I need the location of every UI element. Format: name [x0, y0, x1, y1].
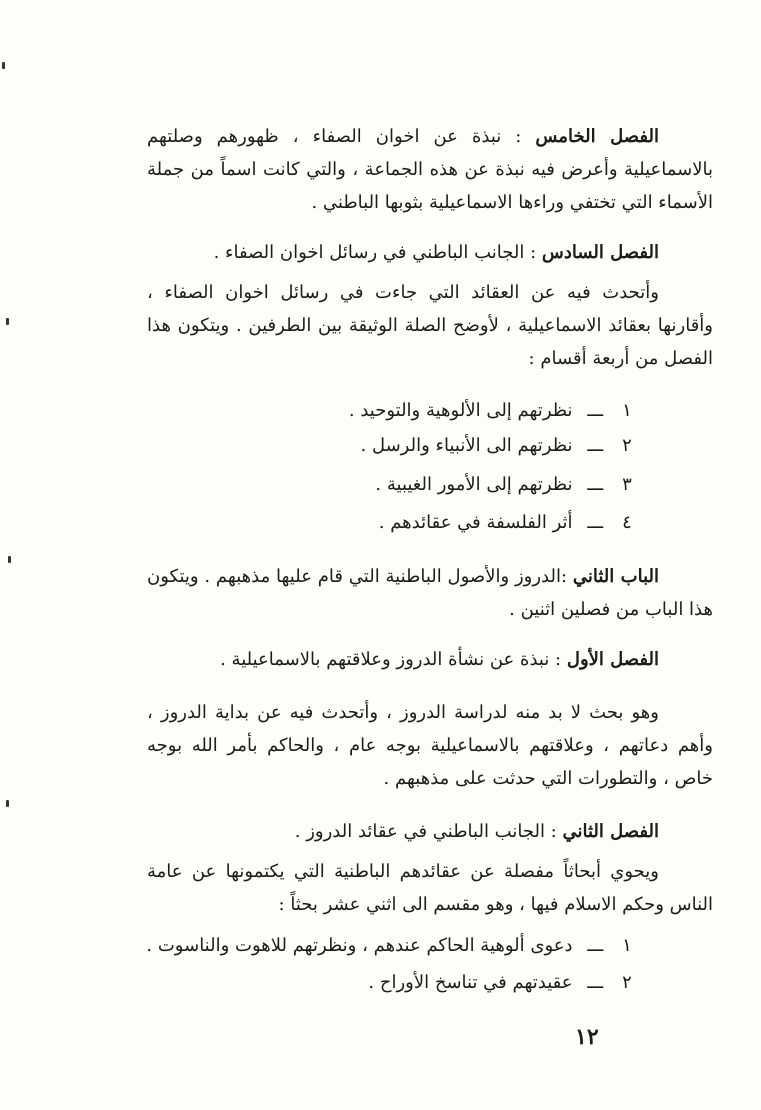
list-item — [156, 470, 636, 500]
heading-chapter-two: الفصل الثاني — [562, 821, 659, 842]
margin-mark — [2, 62, 5, 69]
paragraph-chapter-two-body — [147, 855, 713, 921]
paragraph-chapter-one-body — [147, 696, 713, 795]
list-item-dash: ـــ — [587, 474, 604, 495]
list-item — [156, 968, 636, 998]
heading-chapter-five: الفصل الخامس — [535, 126, 659, 147]
paragraph-chapter-six — [147, 236, 713, 269]
heading-part-two: الباب الثاني — [572, 566, 659, 587]
list-item-number: ٢ — [622, 435, 632, 456]
list-item-number: ٤ — [622, 512, 632, 533]
paragraph-text: ويحوي أبحاثاً مفصلة عن عقائدهم الباطنية التي يكتمونها عن عامة الناس وحكم الاسلام فيها ، وهو مقسم الى اثني عشر بحثاً : — [147, 861, 713, 915]
list-item — [156, 396, 636, 426]
list-item-number: ١ — [622, 400, 632, 421]
list-item-text: دعوى ألوهية الحاكم عندهم ، ونظرتهم للاهوت والناسوت . — [146, 935, 573, 956]
list-item-dash: ـــ — [587, 400, 604, 421]
paragraph-text: : الجانب الباطني في عقائد الدروز . — [294, 821, 557, 842]
list-item — [146, 931, 636, 961]
list-item — [156, 431, 636, 461]
paragraph-text: : الجانب الباطني في رسائل اخوان الصفاء . — [213, 242, 537, 263]
list-item-dash: ـــ — [587, 972, 604, 993]
page-number: ١٢ — [575, 1024, 599, 1050]
list-item-text: نظرتهم إلى الأمور الغيبية . — [375, 474, 573, 495]
paragraph-text: وهو بحث لا بد منه لدراسة الدروز ، وأتحدث فيه عن بداية الدروز ، وأهم دعاتهم ، وعلاقتهم بالاسماعيلية بوجه عام ، والحاكم بأمر الله بوجه خاص ، والتطورات التي حدثت على مذهبهم . — [147, 702, 713, 789]
list-item-number: ٣ — [622, 474, 632, 495]
paragraph-part-two — [147, 560, 713, 626]
margin-mark — [6, 800, 9, 807]
paragraph-chapter-six-body — [147, 276, 713, 375]
list-item-text: عقيدتهم في تناسخ الأوراح . — [368, 972, 573, 993]
list-item-text: نظرتهم إلى الألوهية والتوحيد . — [348, 400, 573, 421]
list-item-text: أثر الفلسفة في عقائدهم . — [378, 512, 573, 533]
list-item-number: ١ — [622, 935, 632, 956]
list-item-dash: ـــ — [587, 435, 604, 456]
list-item-dash: ـــ — [587, 512, 604, 533]
paragraph-text: : نبذة عن نشأة الدروز وعلاقتهم بالاسماعيلية . — [220, 649, 562, 670]
paragraph-text: وأتحدث فيه عن العقائد التي جاءت في رسائل اخوان الصفاء ، وأقارنها بعقائد الاسماعيلية ، لأوضح الصلة الوثيقة بين الطرفين . ويتكون هذا الفصل من أربعة أقسام : — [147, 282, 713, 369]
list-item-number: ٢ — [622, 972, 632, 993]
paragraph-text: :الدروز والأصول الباطنية التي قام عليها مذهبهم . ويتكون هذا الباب من فصلين اثنين . — [147, 566, 713, 620]
heading-chapter-six: الفصل السادس — [541, 242, 659, 263]
list-item — [156, 508, 636, 538]
list-item-text: نظرتهم الى الأنبياء والرسل . — [360, 435, 573, 456]
list-item-dash: ـــ — [587, 935, 604, 956]
paragraph-text: : نبذة عن اخوان الصفاء ، ظهورهم وصلتهم بالاسماعيلية وأعرض فيه نبذة عن هذه الجماعة ، والتي كانت اسماً من جملة الأسماء التي تختفي وراءها الاسماعيلية بثوبها الباطني . — [147, 126, 713, 213]
margin-mark — [8, 556, 11, 563]
paragraph-chapter-one — [147, 643, 713, 676]
margin-mark — [6, 318, 9, 325]
heading-chapter-one: الفصل الأول — [566, 649, 659, 670]
paragraph-chapter-two — [147, 815, 713, 848]
paragraph-chapter-five — [147, 120, 713, 219]
